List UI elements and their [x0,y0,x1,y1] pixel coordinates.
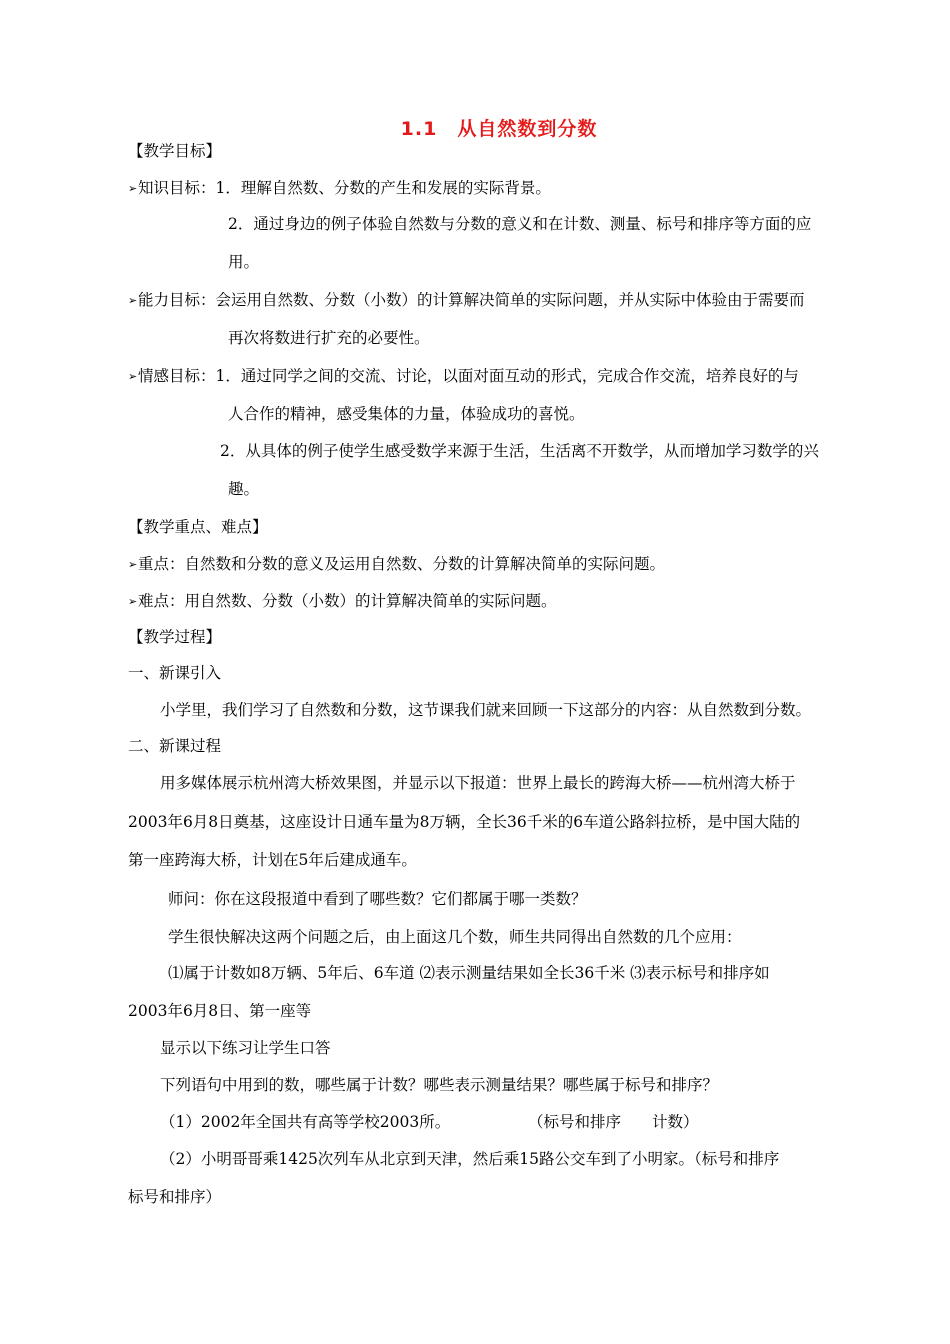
exercise-item-2-cont: 标号和排序） [128,1188,222,1206]
process-heading: 【教学过程】 [128,628,222,646]
report-paragraph-line-1: 用多媒体展示杭州湾大桥效果图，并显示以下报道：世界上最长的跨海大桥——杭州湾大桥于 [160,774,796,792]
part2-heading: 二、新课过程 [128,737,222,755]
goal-knowledge-1-text: 知识目标：1．理解自然数、分数的产生和发展的实际背景。 [138,179,551,197]
arrow-bullet-icon: ➢ [128,595,138,608]
keypoints-heading: 【教学重点、难点】 [128,518,268,536]
goal-knowledge-2-cont: 用。 [228,253,260,271]
arrow-bullet-icon: ➢ [128,294,138,307]
report-paragraph-line-3: 第一座跨海大桥，计划在5年后建成通车。 [128,851,417,869]
teacher-question: 师问：你在这段报道中看到了哪些数？它们都属于哪一类数？ [168,890,587,908]
exercise-intro: 显示以下练习让学生口答 [160,1039,331,1057]
exercise-item-2: （2）小明哥哥乘1425次列车从北京到天津，然后乘15路公交车到了小明家。（标号和排序 [160,1150,780,1168]
exercise-item-1: （1）2002年全国共有高等学校2003所。 [160,1113,451,1131]
arrow-bullet-icon: ➢ [128,370,138,383]
goal-knowledge-2: 2．通过身边的例子体验自然数与分数的意义和在计数、测量、标号和排序等方面的应 [228,215,812,233]
applications-line-2: 2003年6月8日、第一座等 [128,1002,312,1020]
goal-ability [128,290,805,311]
goal-ability-cont: 再次将数进行扩充的必要性。 [228,329,430,347]
goal-emotion-1-text: 情感目标：1．通过同学之间的交流、讨论，以面对面互动的形式，完成合作交流，培养良好的与 [138,367,799,385]
goal-emotion-2: 2．从具体的例子使学生感受数学来源于生活，生活离不开数学，从而增加学习数学的兴 [220,442,819,460]
goal-emotion-1-cont: 人合作的精神，感受集体的力量，体验成功的喜悦。 [228,405,585,423]
keypoint-key-text: 重点：自然数和分数的意义及运用自然数、分数的计算解决简单的实际问题。 [138,555,666,573]
keypoint-difficult [128,591,557,612]
goal-ability-text: 能力目标：会运用自然数、分数（小数）的计算解决简单的实际问题，并从实际中体验由于需要而 [138,291,805,309]
report-paragraph-line-2: 2003年6月8日奠基，这座设计日通车量为8万辆，全长36千米的6车道公路斜拉桥，是中国大陆的 [128,813,801,831]
part1-text: 小学里，我们学习了自然数和分数，这节课我们就来回顾一下这部分的内容：从自然数到分数。 [160,701,812,719]
goals-heading: 【教学目标】 [128,142,222,160]
exercise-item-1-answer: （标号和排序 计数） [528,1113,699,1131]
applications-line-1: ⑴属于计数如8万辆、5年后、6车道 ⑵表示测量结果如全长36千米 ⑶表示标号和排序如 [168,964,770,982]
students-conclusion: 学生很快解决这两个问题之后，由上面这几个数，师生共同得出自然数的几个应用： [168,928,742,946]
document-title: 1.1 从自然数到分数 [400,118,598,140]
arrow-bullet-icon: ➢ [128,182,138,195]
exercise-question: 下列语句中用到的数，哪些属于计数？哪些表示测量结果？哪些属于标号和排序？ [160,1076,719,1094]
arrow-bullet-icon: ➢ [128,558,138,571]
keypoint-key [128,554,665,575]
goal-knowledge-1 [128,178,551,199]
goal-emotion-1 [128,366,799,387]
goal-emotion-2-cont: 趣。 [228,480,260,498]
part1-heading: 一、新课引入 [128,664,222,682]
keypoint-difficult-text: 难点：用自然数、分数（小数）的计算解决简单的实际问题。 [138,592,557,610]
